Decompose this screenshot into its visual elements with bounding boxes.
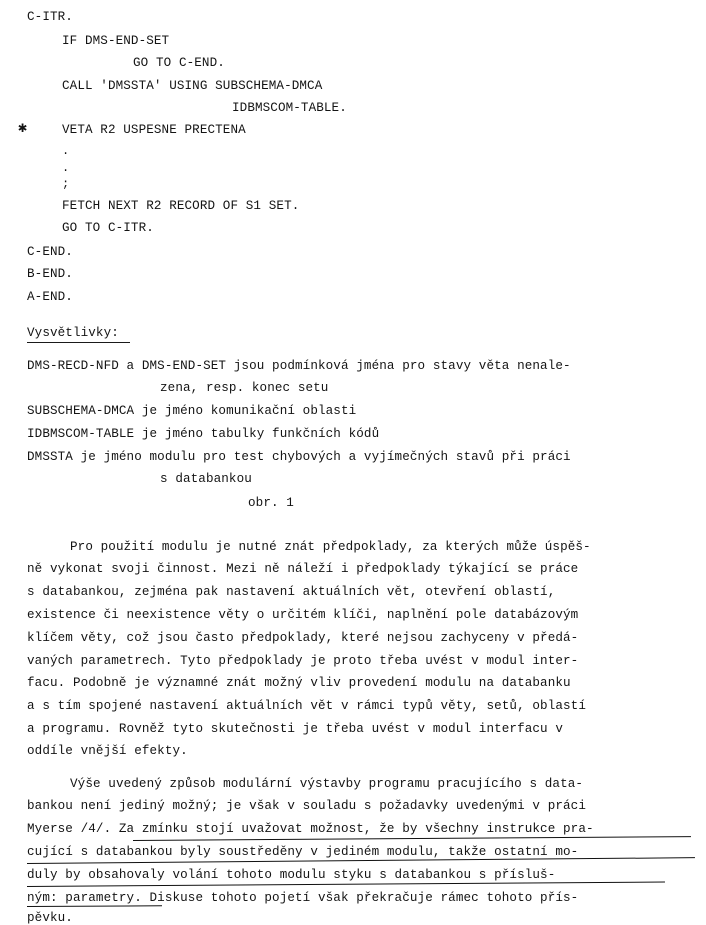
explanation-item: DMS-RECD-NFD a DMS-END-SET jsou podmínková jména pro stavy věta nenale- (27, 359, 571, 373)
code-line-goto-citr: GO TO C-ITR. (62, 221, 154, 235)
code-line-c-itr: C-ITR. (27, 10, 73, 24)
explanation-item: SUBSCHEMA-DMCA je jméno komunikační oblasti (27, 404, 357, 418)
paragraph1-line: klíčem věty, což jsou často předpoklady, které nejsou zachyceny v předá- (27, 631, 579, 645)
paragraph2-line: Výše uvedený způsob modulární výstavby programu pracujícího s data- (70, 777, 584, 791)
explanation-item-continuation: s databankou (160, 472, 252, 486)
paragraph1-line: existence či neexistence věty o určitém klíči, naplnění pole databázovým (27, 608, 579, 622)
paragraph2-line: cující s databankou byly soustředěny v jediném modulu, takže ostatní mo- (27, 845, 579, 859)
handwritten-underline (27, 905, 162, 907)
paragraph1-line: a programu. Rovněž tyto skutečnosti je třeba uvést v modul interfacu v (27, 722, 564, 736)
paragraph1-line: s databankou, zejména pak nastavení aktuálních vět, otevření oblastí, (27, 585, 556, 599)
code-ellipsis-dot: ; (62, 177, 70, 191)
paragraph2-line: Myerse /4/. Za zmínku stojí uvažovat možnost, že by všechny instrukce pra- (27, 822, 594, 836)
code-line-a-end: A-END. (27, 290, 73, 304)
paragraph1-line: a s tím spojené nastavení aktuálních vět v rámci typů věty, setů, oblastí (27, 699, 586, 713)
handwritten-underline (27, 882, 665, 887)
code-line-call: CALL 'DMSSTA' USING SUBSCHEMA-DMCA (62, 79, 323, 93)
paragraph1-line: Pro použití modulu je nutné znát předpoklady, za kterých může úspěš- (70, 540, 591, 554)
code-line-if: IF DMS-END-SET (62, 34, 170, 48)
paragraph1-line: ně vykonat svoji činnost. Mezi ně náleží i předpoklady týkající se práce (27, 562, 579, 576)
explanation-item: DMSSTA je jméno modulu pro test chybových a vyjímečných stavů při práci (27, 450, 571, 464)
handwritten-underline (133, 836, 691, 841)
paragraph2-line: bankou není jediný možný; je však v souladu s požadavky uvedenými v práci (27, 799, 586, 813)
paragraph2-line: duly by obsahovaly volání tohoto modulu styku s databankou s přísluš- (27, 868, 556, 882)
code-line-c-end: C-END. (27, 245, 73, 259)
code-line-b-end: B-END. (27, 267, 73, 281)
code-ellipsis-dot: . (62, 161, 70, 175)
code-line-goto-cend: GO TO C-END. (133, 56, 225, 70)
code-line-fetch: FETCH NEXT R2 RECORD OF S1 SET. (62, 199, 300, 213)
explanation-item: IDBMSCOM-TABLE je jméno tabulky funkčních kódů (27, 427, 380, 441)
paragraph1-line: vaných parametrech. Tyto předpoklady je proto třeba uvést v modul inter- (27, 654, 579, 668)
paragraph2-line: pěvku. (27, 911, 73, 925)
code-ellipsis-dot: . (62, 144, 70, 158)
paragraph1-line: facu. Podobně je významné znát možný vliv provedení modulu na databanku (27, 676, 571, 690)
code-line-call-cont: IDBMSCOM-TABLE. (232, 101, 347, 115)
figure-caption: obr. 1 (248, 496, 294, 510)
explanation-item-continuation: zena, resp. konec setu (160, 381, 329, 395)
explanations-heading: Vysvětlivky: (27, 326, 119, 340)
heading-underline (27, 342, 130, 343)
paragraph1-line: oddíle vnější efekty. (27, 744, 188, 758)
code-line-comment: VETA R2 USPESNE PRECTENA (62, 123, 246, 137)
margin-asterisk-mark: ✱ (18, 120, 28, 137)
paragraph2-line: ným: parametry. Diskuse tohoto pojetí však překračuje rámec tohoto přís- (27, 891, 579, 905)
